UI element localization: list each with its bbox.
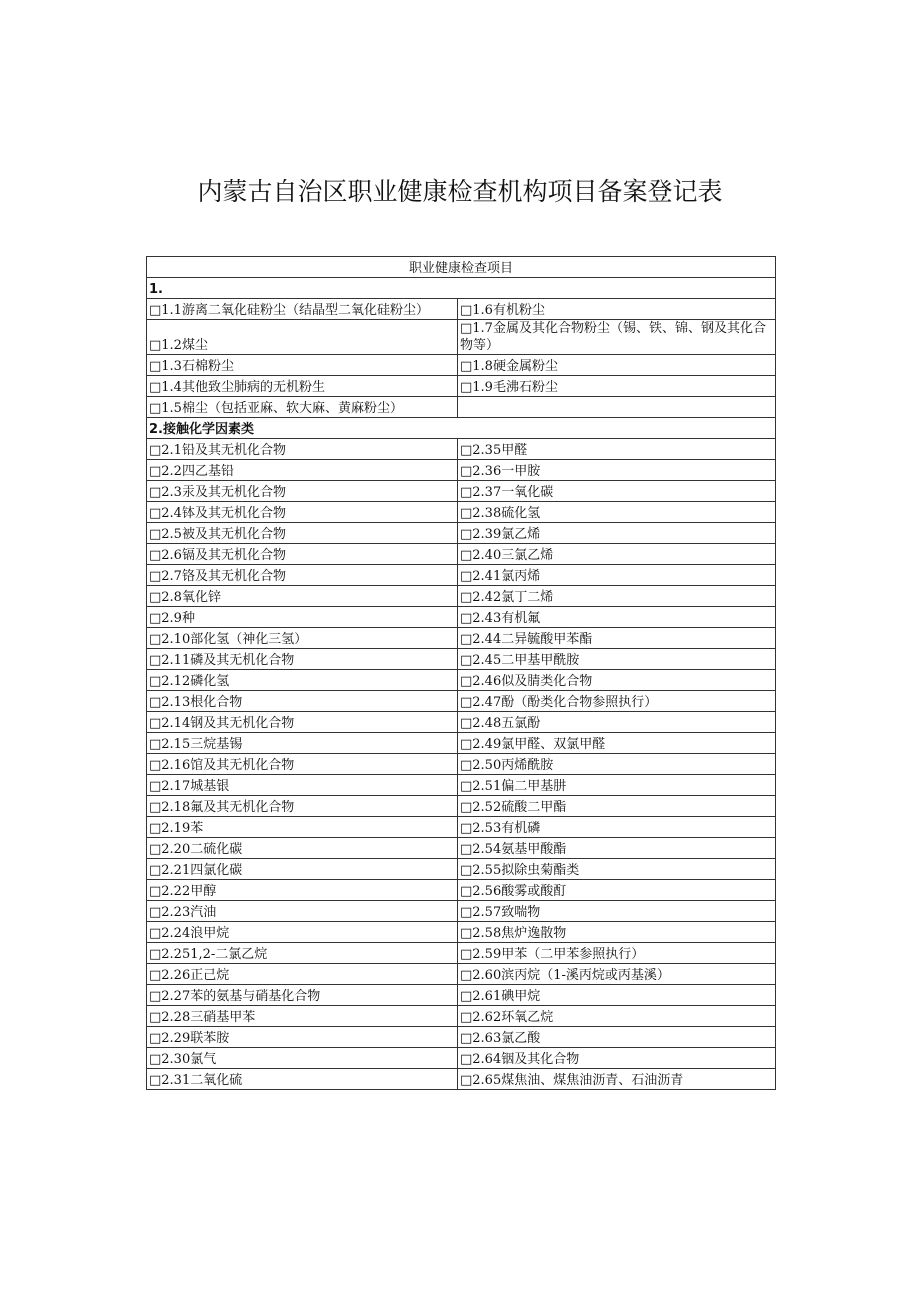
item-checkbox-cell[interactable]: □2.48五氯酚 [458, 712, 776, 733]
table-body [147, 257, 776, 1090]
item-checkbox-cell[interactable]: □2.36一甲胺 [458, 460, 776, 481]
item-checkbox-cell[interactable]: □2.64铟及其化合物 [458, 1048, 776, 1069]
item-checkbox-cell[interactable]: □2.38硫化氢 [458, 502, 776, 523]
table-header: 职业健康检查项目 [147, 257, 776, 278]
item-checkbox-cell[interactable]: □2.27苯的氨基与硝基化合物 [147, 985, 458, 1006]
table-row [147, 320, 776, 355]
item-checkbox-cell[interactable]: □2.3汞及其无机化合物 [147, 481, 458, 502]
item-checkbox-cell[interactable]: □2.37一氧化碳 [458, 481, 776, 502]
item-checkbox-cell[interactable]: □2.17城基银 [147, 775, 458, 796]
item-checkbox-cell[interactable]: □2.30氯气 [147, 1048, 458, 1069]
item-checkbox-cell[interactable]: □2.57致喘物 [458, 901, 776, 922]
item-checkbox-cell[interactable]: □2.5被及其无机化合物 [147, 523, 458, 544]
table-row [147, 586, 776, 607]
item-checkbox-cell[interactable]: □2.62环氧乙烷 [458, 1006, 776, 1027]
table-row [147, 1027, 776, 1048]
item-checkbox-cell[interactable]: □2.11磷及其无机化合物 [147, 649, 458, 670]
item-checkbox-cell[interactable]: □2.4钵及其无机化合物 [147, 502, 458, 523]
item-checkbox-cell[interactable]: □2.41氯丙烯 [458, 565, 776, 586]
table-row [147, 1069, 776, 1090]
item-checkbox-cell[interactable]: □2.2四乙基铅 [147, 460, 458, 481]
item-checkbox-cell[interactable]: □2.43有机氟 [458, 607, 776, 628]
section-1-heading: 1. [147, 278, 776, 299]
item-checkbox-cell[interactable]: □1.3石棉粉尘 [147, 355, 458, 376]
item-checkbox-cell[interactable]: □2.7铬及其无机化合物 [147, 565, 458, 586]
item-checkbox-cell[interactable]: □2.49氯甲醛、双氯甲醛 [458, 733, 776, 754]
item-checkbox-cell[interactable]: □2.31二氧化硫 [147, 1069, 458, 1090]
table-row [147, 502, 776, 523]
table-row [147, 964, 776, 985]
item-checkbox-cell[interactable]: □2.35甲醛 [458, 439, 776, 460]
item-checkbox-cell[interactable]: □2.60滨丙烷（1-溪丙烷或丙基溪） [458, 964, 776, 985]
item-checkbox-cell[interactable]: □1.7金属及其化合物粉尘（锡、铁、锦、钢及其化合物等） [458, 320, 776, 355]
item-checkbox-cell[interactable]: □2.65煤焦油、煤焦油沥青、石油沥青 [458, 1069, 776, 1090]
item-checkbox-cell[interactable]: □2.61碘甲烷 [458, 985, 776, 1006]
item-checkbox-cell[interactable]: □2.46似及腈类化合物 [458, 670, 776, 691]
item-checkbox-cell[interactable]: □2.56酸雾或酸酊 [458, 880, 776, 901]
table-row [147, 376, 776, 397]
table-row [147, 985, 776, 1006]
item-checkbox-cell[interactable]: □1.6有机粉尘 [458, 299, 776, 320]
table-row [147, 838, 776, 859]
item-checkbox-cell[interactable]: □2.13根化合物 [147, 691, 458, 712]
table-row [147, 649, 776, 670]
table-row [147, 544, 776, 565]
item-checkbox-cell[interactable]: □2.16馆及其无机化合物 [147, 754, 458, 775]
table-row [147, 817, 776, 838]
item-checkbox-cell[interactable]: □2.21四氯化碳 [147, 859, 458, 880]
table-row [147, 460, 776, 481]
table-row [147, 754, 776, 775]
item-checkbox-cell[interactable]: □2.29联苯胺 [147, 1027, 458, 1048]
table-row [147, 733, 776, 754]
table-row [147, 796, 776, 817]
table-row [147, 628, 776, 649]
table-row [147, 943, 776, 964]
item-checkbox-cell[interactable]: □2.50丙烯酰胺 [458, 754, 776, 775]
item-checkbox-cell[interactable]: □2.19苯 [147, 817, 458, 838]
table-row [147, 299, 776, 320]
table-row [147, 523, 776, 544]
table-row [147, 1006, 776, 1027]
item-checkbox-cell[interactable]: □2.10部化氢（神化三氢） [147, 628, 458, 649]
table-row [147, 607, 776, 628]
item-checkbox-cell[interactable]: □2.28三硝基甲苯 [147, 1006, 458, 1027]
empty-cell [458, 397, 776, 418]
section-1-heading-row [147, 278, 776, 299]
table-row [147, 691, 776, 712]
item-checkbox-cell[interactable]: □2.59甲苯（二甲苯参照执行） [458, 943, 776, 964]
item-checkbox-cell[interactable]: □2.45二甲基甲酰胺 [458, 649, 776, 670]
item-checkbox-cell[interactable]: □2.58焦炉逸散物 [458, 922, 776, 943]
table-row [147, 775, 776, 796]
item-checkbox-cell[interactable]: □2.26正己烷 [147, 964, 458, 985]
item-checkbox-cell[interactable]: □1.9毛沸石粉尘 [458, 376, 776, 397]
item-checkbox-cell[interactable]: □2.14钢及其无机化合物 [147, 712, 458, 733]
table-row [147, 565, 776, 586]
item-checkbox-cell[interactable]: □1.5棉尘（包括亚麻、软大麻、黄麻粉尘） [147, 397, 458, 418]
item-checkbox-cell[interactable]: □1.8硬金属粉尘 [458, 355, 776, 376]
item-checkbox-cell[interactable]: □2.15三烷基锡 [147, 733, 458, 754]
table-row [147, 880, 776, 901]
item-checkbox-cell[interactable]: □2.53有机磷 [458, 817, 776, 838]
item-checkbox-cell[interactable]: □2.12磷化氢 [147, 670, 458, 691]
item-checkbox-cell[interactable]: □2.42氯丁二烯 [458, 586, 776, 607]
item-checkbox-cell[interactable]: □2.22甲醇 [147, 880, 458, 901]
item-checkbox-cell[interactable]: □2.55拟除虫菊酯类 [458, 859, 776, 880]
item-checkbox-cell[interactable]: □1.4其他致尘肺病的无机粉生 [147, 376, 458, 397]
table-row [147, 670, 776, 691]
table-row [147, 397, 776, 418]
item-checkbox-cell[interactable]: □2.24浪甲烷 [147, 922, 458, 943]
table-row [147, 922, 776, 943]
item-checkbox-cell[interactable]: □2.20二硫化碳 [147, 838, 458, 859]
registration-table [146, 256, 776, 1090]
item-checkbox-cell[interactable]: □1.1游离二氧化硅粉尘（结晶型二氧化硅粉尘） [147, 299, 458, 320]
item-checkbox-cell[interactable]: □1.2煤尘 [147, 320, 458, 355]
table-row [147, 1048, 776, 1069]
item-checkbox-cell[interactable]: □2.9种 [147, 607, 458, 628]
table-row [147, 859, 776, 880]
item-checkbox-cell[interactable]: □2.63氯乙酸 [458, 1027, 776, 1048]
table-header-row [147, 257, 776, 278]
item-checkbox-cell[interactable]: □2.47酚（酚类化合物参照执行） [458, 691, 776, 712]
section-2-heading: 2.接触化学因素类 [147, 418, 776, 439]
table-row [147, 901, 776, 922]
item-checkbox-cell[interactable]: □2.23汽油 [147, 901, 458, 922]
item-checkbox-cell[interactable]: □2.44二异毓酸甲苯酯 [458, 628, 776, 649]
table-row [147, 712, 776, 733]
item-checkbox-cell[interactable]: □2.6镉及其无机化合物 [147, 544, 458, 565]
page-title: 内蒙古自治区职业健康检查机构项目备案登记表 [197, 177, 723, 206]
item-checkbox-cell[interactable]: □2.51偏二甲基肼 [458, 775, 776, 796]
item-checkbox-cell[interactable]: □2.52硫酸二甲酯 [458, 796, 776, 817]
item-checkbox-cell[interactable]: □2.251,2-二氯乙烷 [147, 943, 458, 964]
item-checkbox-cell[interactable]: □2.18氟及其无机化合物 [147, 796, 458, 817]
table-row [147, 481, 776, 502]
item-checkbox-cell[interactable]: □2.40三氯乙烯 [458, 544, 776, 565]
item-checkbox-cell[interactable]: □2.1铅及其无机化合物 [147, 439, 458, 460]
section-2-heading-row [147, 418, 776, 439]
table-row [147, 439, 776, 460]
item-checkbox-cell[interactable]: □2.8氧化锌 [147, 586, 458, 607]
item-checkbox-cell[interactable]: □2.54氨基甲酸酯 [458, 838, 776, 859]
item-checkbox-cell[interactable]: □2.39氯乙烯 [458, 523, 776, 544]
table-row [147, 355, 776, 376]
